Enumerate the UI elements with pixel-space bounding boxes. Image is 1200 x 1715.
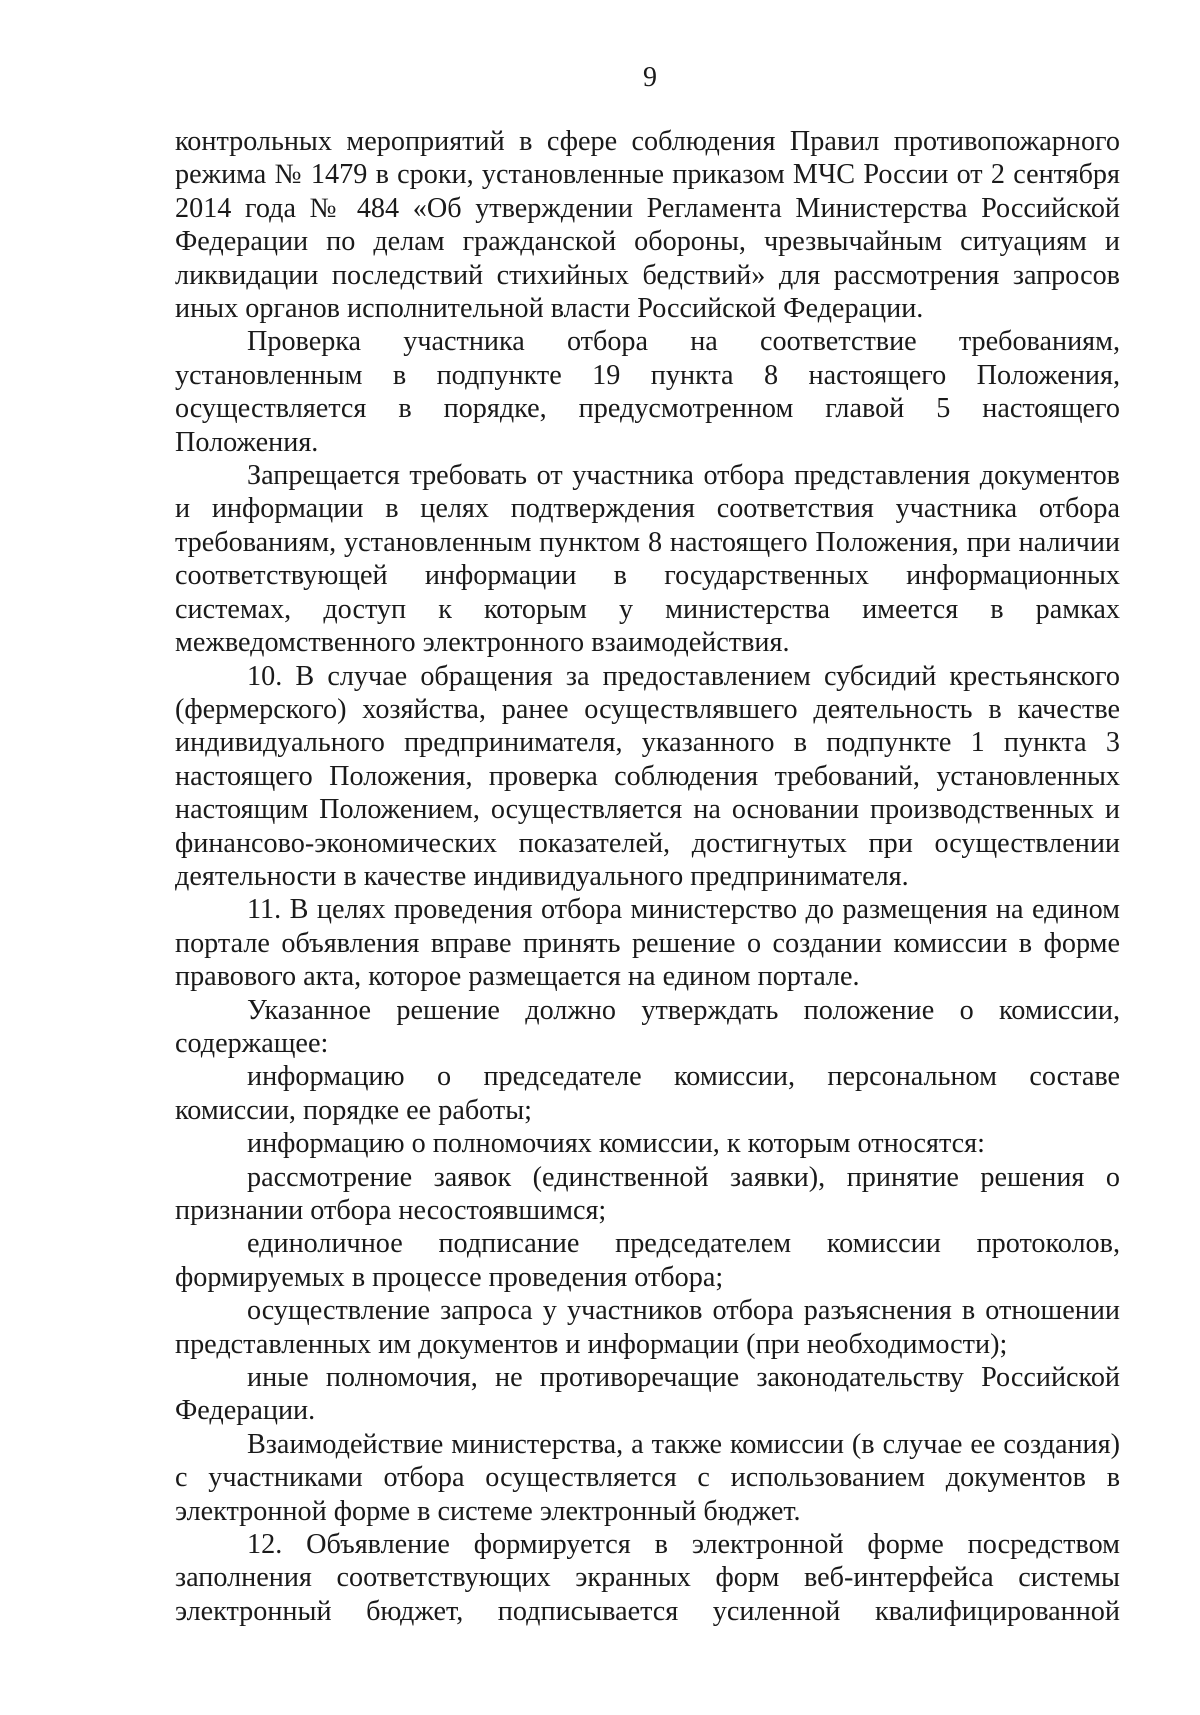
paragraph: Проверка участника отбора на соответствие требованиям, установленным в подпункте 19 пункта 8 настоящего Положения, осуществляется в порядке, предусмотренном главой 5 настоящего Положения. [175,326,1120,458]
paragraph-item-10: 10. В случае обращения за предоставлением субсидий крестьянского (фермерского) хозяйства, ранее осуществлявшего деятельность в качестве индивидуального предпринимателя, указанного в подпункте 1 пункта 3 настоящего Положения, проверка соблюдения требований, установленных настоящим Положением, осуществляется на основании производственных и финансово-экономических показателей, достигнутых при осуществлении деятельности в качестве индивидуального предпринимателя. [175,660,1120,892]
document-body [175,125,1120,1628]
list-item: единоличное подписание председателем комиссии протоколов, формируемых в процессе проведения отбора; [175,1228,1120,1293]
list-item: иные полномочия, не противоречащие законодательству Российской Федерации. [175,1362,1120,1427]
paragraph: Запрещается требовать от участника отбора представления документов и информации в целях подтверждения соответствия участника отбора требованиям, установленным пунктом 8 настоящего Положения, при наличии соответствующей информации в государственных информационных системах, доступ к которым у министерства имеется в рамках межведомственного электронного взаимодействия. [175,460,1120,659]
list-item: информацию о председателе комиссии, персональном составе комиссии, порядке ее работы; [175,1061,1120,1126]
list-item: осуществление запроса у участников отбора разъяснения в отношении представленных им документов и информации (при необходимости); [175,1295,1120,1360]
paragraph: Указанное решение должно утверждать положение о комиссии, содержащее: [175,994,1120,1059]
list-item: информацию о полномочиях комиссии, к которым относятся: [247,1128,985,1160]
paragraph: контрольных мероприятий в сфере соблюдения Правил противопожарного режима № 1479 в сроки, установленные приказом МЧС России от 2 сентября 2014 года № 484 «Об утверждении Регламента Министерства Российской Федерации по делам гражданской обороны, чрезвычайным ситуациям и ликвидации последствий стихийных бедствий» для рассмотрения запросов иных органов исполнительной власти Российской Федерации. [175,126,1120,325]
paragraph: Взаимодействие министерства, а также комиссии (в случае ее создания) с участниками отбора осуществляется с использованием документов в электронной форме в системе электронный бюджет. [175,1428,1120,1527]
page-number: 9 [643,62,657,93]
list-item: рассмотрение заявок (единственной заявки), принятие решения о признании отбора несостоявшимся; [175,1161,1120,1226]
paragraph-item-12: 12. Объявление формируется в электронной форме посредством заполнения соответствующих экранных форм веб-интерфейса системы электронный бюджет, подписывается усиленной квалифицированной [175,1529,1120,1627]
paragraph-item-11: 11. В целях проведения отбора министерство до размещения на едином портале объявления вправе принять решение о создании комиссии в форме правового акта, которое размещается на едином портале. [175,894,1120,993]
